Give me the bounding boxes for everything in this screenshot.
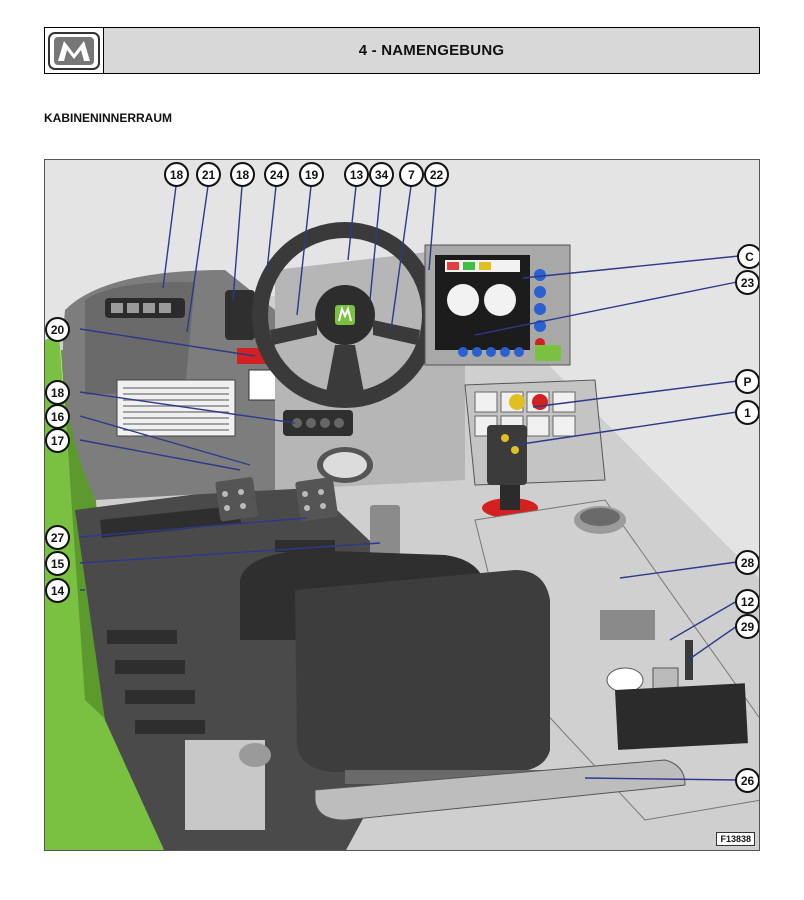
cab-interior-illustration — [44, 159, 760, 851]
callout-28: 28 — [735, 550, 760, 575]
callout-26: 26 — [735, 768, 760, 793]
callout-18-left: 18 — [45, 380, 70, 405]
brand-logo-icon — [48, 32, 100, 70]
callout-16: 16 — [45, 404, 70, 429]
callout-15: 15 — [45, 551, 70, 576]
callout-14: 14 — [45, 578, 70, 603]
callout-7: 7 — [399, 162, 424, 187]
callout-24: 24 — [264, 162, 289, 187]
callout-18-top-middle: 18 — [230, 162, 255, 187]
callout-13: 13 — [344, 162, 369, 187]
page-header — [44, 27, 760, 74]
callout-20: 20 — [45, 317, 70, 342]
callout-12: 12 — [735, 589, 760, 614]
cab-drawing — [45, 160, 760, 851]
callout-22: 22 — [424, 162, 449, 187]
brand-logo — [45, 28, 104, 73]
callout-19: 19 — [299, 162, 324, 187]
callout-23: 23 — [735, 270, 760, 295]
page-title: 4 - NAMENGEBUNG — [358, 42, 505, 59]
callout-27: 27 — [45, 525, 70, 550]
callout-18-top-left: 18 — [164, 162, 189, 187]
figure-code: F13838 — [716, 832, 755, 846]
callout-P: P — [735, 369, 760, 394]
callout-21: 21 — [196, 162, 221, 187]
callout-17: 17 — [45, 428, 70, 453]
callout-C: C — [737, 244, 760, 269]
callout-1: 1 — [735, 400, 760, 425]
section-title: KABINENINNERRAUM — [44, 111, 172, 125]
callout-34: 34 — [369, 162, 394, 187]
callout-29: 29 — [735, 614, 760, 639]
